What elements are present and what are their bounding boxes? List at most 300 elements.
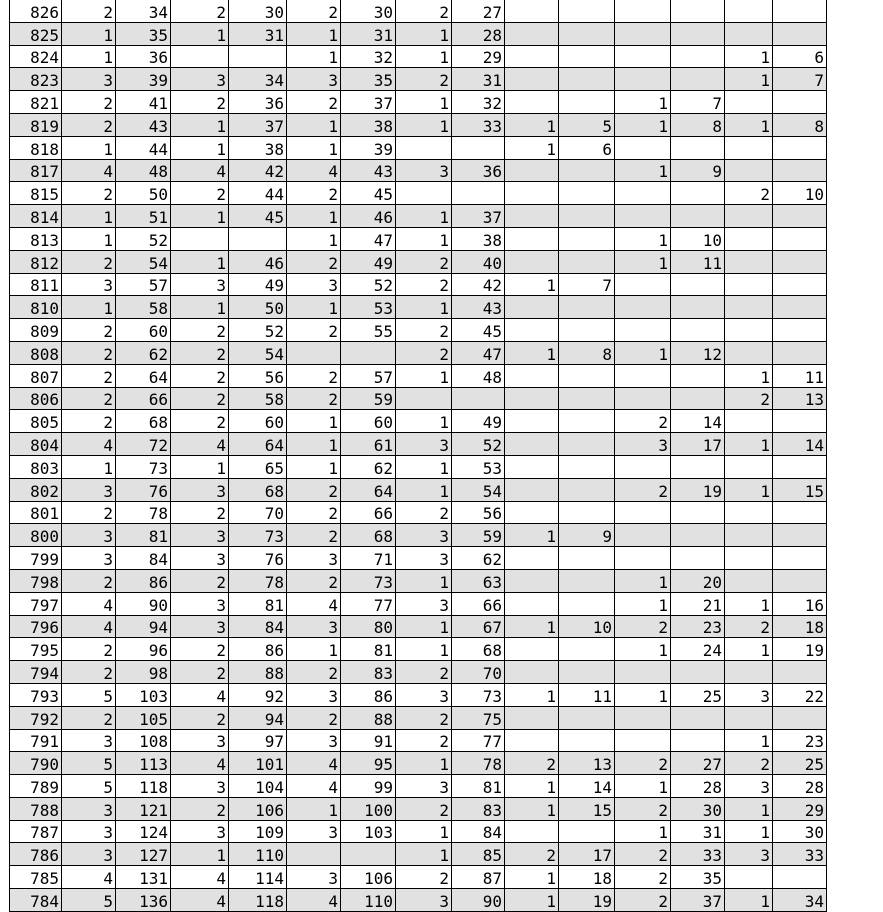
table-cell: 2 [62,501,116,524]
table-cell: 64 [116,364,171,387]
table-cell: 42 [229,159,287,182]
row-id-cell: 801 [10,501,62,524]
table-cell: 2 [287,501,341,524]
table-cell: 2 [171,501,229,524]
table-row [10,524,827,547]
table-cell: 34 [229,68,287,91]
table-cell: 2 [287,0,341,22]
row-id-cell: 795 [10,638,62,661]
row-id-cell: 794 [10,661,62,684]
table-cell: 48 [116,159,171,182]
table-cell: 2 [287,319,341,342]
table-row [10,797,827,820]
table-cell [773,569,827,592]
table-cell [671,205,725,228]
table-cell: 1 [171,296,229,319]
table-row [10,364,827,387]
table-cell [615,524,671,547]
table-cell [615,706,671,729]
table-cell: 19 [671,478,725,501]
table-cell [559,91,615,114]
table-cell: 30 [341,0,396,22]
row-id-cell: 793 [10,683,62,706]
table-cell: 1 [725,478,773,501]
table-cell: 4 [62,615,116,638]
table-cell: 62 [341,455,396,478]
table-cell: 64 [341,478,396,501]
table-cell: 63 [452,569,505,592]
table-cell [615,182,671,205]
table-cell: 1 [287,638,341,661]
table-cell [615,387,671,410]
table-cell: 2 [615,615,671,638]
table-cell: 38 [452,227,505,250]
table-cell: 71 [341,547,396,570]
table-cell: 2 [62,250,116,273]
row-id-cell: 805 [10,410,62,433]
table-cell: 92 [229,683,287,706]
table-cell: 1 [62,227,116,250]
table-cell: 2 [62,319,116,342]
table-cell: 43 [341,159,396,182]
table-cell [452,136,505,159]
table-cell: 4 [62,159,116,182]
table-cell: 1 [396,205,452,228]
table-cell: 45 [341,182,396,205]
table-cell: 33 [452,113,505,136]
table-cell: 2 [62,341,116,364]
table-cell: 14 [559,775,615,798]
table-cell [615,455,671,478]
table-cell [171,45,229,68]
table-cell: 104 [229,775,287,798]
row-id-cell: 806 [10,387,62,410]
table-cell: 106 [229,797,287,820]
table-cell: 50 [116,182,171,205]
table-cell [559,661,615,684]
row-id-cell: 826 [10,0,62,22]
table-cell: 32 [341,45,396,68]
table-cell [773,22,827,45]
table-cell: 1 [396,227,452,250]
table-cell: 35 [116,22,171,45]
table-cell: 21 [671,592,725,615]
row-id-cell: 789 [10,775,62,798]
table-cell: 2 [725,615,773,638]
table-cell: 66 [452,592,505,615]
table-cell: 31 [452,68,505,91]
table-cell: 33 [671,843,725,866]
row-id-cell: 792 [10,706,62,729]
table-cell: 2 [287,91,341,114]
table-cell: 23 [773,729,827,752]
table-cell: 4 [171,889,229,912]
table-cell [559,729,615,752]
table-cell: 3 [171,615,229,638]
table-cell: 3 [171,775,229,798]
table-cell: 3 [171,478,229,501]
table-row [10,273,827,296]
table-cell [505,729,559,752]
table-cell: 118 [116,775,171,798]
table-cell [505,205,559,228]
table-cell: 10 [559,615,615,638]
table-cell: 67 [452,615,505,638]
table-cell: 57 [116,273,171,296]
table-cell: 2 [62,638,116,661]
table-row [10,296,827,319]
table-cell [559,478,615,501]
table-cell: 87 [452,866,505,889]
row-id-cell: 798 [10,569,62,592]
row-id-cell: 790 [10,752,62,775]
table-cell: 16 [773,592,827,615]
table-cell: 113 [116,752,171,775]
table-cell: 1 [171,136,229,159]
table-cell: 17 [559,843,615,866]
table-cell: 2 [62,569,116,592]
table-cell [725,250,773,273]
table-cell: 37 [452,205,505,228]
table-cell: 3 [287,729,341,752]
table-cell [505,159,559,182]
row-id-cell: 810 [10,296,62,319]
table-cell: 86 [116,569,171,592]
table-cell: 2 [62,0,116,22]
table-cell [615,205,671,228]
table-cell [505,820,559,843]
table-cell: 28 [452,22,505,45]
row-id-cell: 796 [10,615,62,638]
table-cell: 2 [396,797,452,820]
table-cell: 83 [452,797,505,820]
table-cell [505,45,559,68]
table-cell: 1 [505,524,559,547]
table-cell: 2 [396,68,452,91]
table-cell [505,455,559,478]
table-cell: 73 [341,569,396,592]
table-cell [615,547,671,570]
table-cell: 30 [229,0,287,22]
table-row [10,729,827,752]
table-cell: 3 [725,775,773,798]
table-cell: 24 [671,638,725,661]
table-row [10,569,827,592]
row-id-cell: 811 [10,273,62,296]
table-cell: 73 [229,524,287,547]
table-row [10,706,827,729]
table-cell: 10 [671,227,725,250]
table-cell: 2 [396,273,452,296]
table-cell: 50 [229,296,287,319]
table-cell: 78 [452,752,505,775]
table-cell: 60 [116,319,171,342]
table-cell: 1 [287,455,341,478]
table-cell: 4 [287,592,341,615]
table-cell: 1 [725,433,773,456]
table-cell: 30 [773,820,827,843]
table-cell: 3 [396,683,452,706]
table-cell: 95 [341,752,396,775]
table-cell [725,319,773,342]
table-cell: 1 [62,205,116,228]
table-row [10,615,827,638]
table-cell [287,843,341,866]
row-id-cell: 803 [10,455,62,478]
table-cell [773,296,827,319]
table-cell: 84 [229,615,287,638]
table-cell: 1 [287,797,341,820]
table-cell: 1 [396,478,452,501]
row-id-cell: 784 [10,889,62,912]
table-row [10,250,827,273]
table-cell: 1 [725,592,773,615]
table-cell: 1 [615,159,671,182]
table-cell [505,410,559,433]
table-cell [725,227,773,250]
table-cell: 3 [171,547,229,570]
table-cell [725,547,773,570]
table-cell: 109 [229,820,287,843]
table-cell [725,661,773,684]
table-cell: 1 [725,889,773,912]
table-cell [171,227,229,250]
table-cell: 86 [341,683,396,706]
table-cell: 2 [171,91,229,114]
table-cell: 1 [396,569,452,592]
table-row [10,843,827,866]
table-cell [559,205,615,228]
table-cell [559,364,615,387]
table-cell: 100 [341,797,396,820]
table-cell [615,45,671,68]
table-cell: 48 [452,364,505,387]
table-row [10,433,827,456]
table-row [10,91,827,114]
table-cell: 1 [62,455,116,478]
table-cell: 1 [396,22,452,45]
data-table [9,0,827,912]
table-cell [452,387,505,410]
table-cell: 2 [287,706,341,729]
table-row [10,159,827,182]
table-cell [725,296,773,319]
table-cell: 1 [287,227,341,250]
table-cell [725,273,773,296]
table-cell: 1 [505,797,559,820]
table-row [10,387,827,410]
table-cell: 2 [287,661,341,684]
row-id-cell: 824 [10,45,62,68]
table-row [10,683,827,706]
table-cell: 2 [287,250,341,273]
table-cell [671,0,725,22]
table-cell [671,455,725,478]
table-cell: 4 [62,592,116,615]
table-cell [671,547,725,570]
table-cell: 96 [116,638,171,661]
table-cell [773,455,827,478]
row-id-cell: 788 [10,797,62,820]
table-cell: 56 [452,501,505,524]
table-cell: 2 [396,866,452,889]
table-cell: 90 [116,592,171,615]
table-cell [559,820,615,843]
table-cell: 1 [396,638,452,661]
table-cell: 4 [287,889,341,912]
table-cell: 103 [341,820,396,843]
row-id-cell: 802 [10,478,62,501]
table-cell: 10 [773,182,827,205]
table-cell: 1 [396,364,452,387]
table-cell: 6 [773,45,827,68]
table-cell [615,296,671,319]
table-cell: 45 [229,205,287,228]
table-cell: 46 [341,205,396,228]
table-cell [229,45,287,68]
table-row [10,820,827,843]
table-cell [559,638,615,661]
table-cell [559,296,615,319]
table-cell [671,661,725,684]
table-cell: 2 [62,91,116,114]
table-cell: 1 [725,820,773,843]
table-cell: 55 [341,319,396,342]
table-cell: 44 [229,182,287,205]
table-cell: 35 [671,866,725,889]
table-row [10,0,827,22]
table-cell: 8 [773,113,827,136]
table-cell [773,227,827,250]
table-cell: 18 [559,866,615,889]
row-id-cell: 797 [10,592,62,615]
table-cell: 53 [341,296,396,319]
table-cell: 3 [171,68,229,91]
table-cell: 76 [229,547,287,570]
table-cell: 2 [615,478,671,501]
table-cell: 9 [559,524,615,547]
row-id-cell: 799 [10,547,62,570]
table-cell: 1 [505,615,559,638]
table-cell: 1 [287,45,341,68]
table-cell [615,0,671,22]
table-cell [505,296,559,319]
table-cell: 1 [725,729,773,752]
table-cell [559,22,615,45]
table-cell: 2 [171,319,229,342]
table-cell: 43 [452,296,505,319]
table-cell: 1 [396,410,452,433]
table-cell [671,68,725,91]
table-cell: 5 [62,683,116,706]
table-cell: 2 [62,113,116,136]
row-id-cell: 814 [10,205,62,228]
table-cell: 11 [671,250,725,273]
table-cell: 1 [615,683,671,706]
table-cell: 28 [773,775,827,798]
table-cell: 1 [505,775,559,798]
table-cell: 51 [116,205,171,228]
table-cell: 2 [62,410,116,433]
table-cell [559,592,615,615]
row-id-cell: 821 [10,91,62,114]
table-cell [773,341,827,364]
table-cell: 19 [559,889,615,912]
table-cell [725,569,773,592]
row-id-cell: 804 [10,433,62,456]
table-cell: 99 [341,775,396,798]
table-cell [287,341,341,364]
table-row [10,182,827,205]
table-cell: 2 [171,661,229,684]
table-cell: 11 [773,364,827,387]
table-cell: 25 [773,752,827,775]
table-cell: 2 [396,341,452,364]
row-id-cell: 812 [10,250,62,273]
table-cell: 3 [62,478,116,501]
table-cell [615,136,671,159]
table-cell: 78 [229,569,287,592]
table-cell: 88 [341,706,396,729]
table-cell: 6 [559,136,615,159]
table-row [10,866,827,889]
table-row [10,22,827,45]
table-cell: 45 [452,319,505,342]
table-cell [559,45,615,68]
table-row [10,889,827,912]
table-cell: 110 [341,889,396,912]
table-cell: 1 [396,843,452,866]
table-cell: 36 [452,159,505,182]
table-cell: 31 [229,22,287,45]
table-cell: 54 [452,478,505,501]
table-cell: 1 [396,296,452,319]
row-id-cell: 823 [10,68,62,91]
table-cell [725,341,773,364]
row-id-cell: 791 [10,729,62,752]
table-cell: 17 [671,433,725,456]
table-cell: 72 [116,433,171,456]
table-cell: 3 [396,433,452,456]
table-cell [671,524,725,547]
table-cell: 22 [773,683,827,706]
table-cell: 65 [229,455,287,478]
table-cell: 7 [559,273,615,296]
table-cell [505,0,559,22]
table-cell: 52 [452,433,505,456]
table-cell [773,706,827,729]
table-cell: 127 [116,843,171,866]
table-cell [559,501,615,524]
table-row [10,136,827,159]
table-cell: 68 [341,524,396,547]
table-cell: 1 [287,136,341,159]
table-cell [615,319,671,342]
table-cell: 27 [671,752,725,775]
table-cell [773,547,827,570]
table-cell [505,433,559,456]
table-cell [505,706,559,729]
row-id-cell: 808 [10,341,62,364]
row-id-cell: 785 [10,866,62,889]
table-cell [559,706,615,729]
table-cell [773,136,827,159]
table-cell: 2 [62,706,116,729]
table-cell: 29 [773,797,827,820]
table-cell [559,387,615,410]
table-cell [671,136,725,159]
table-cell: 3 [62,820,116,843]
